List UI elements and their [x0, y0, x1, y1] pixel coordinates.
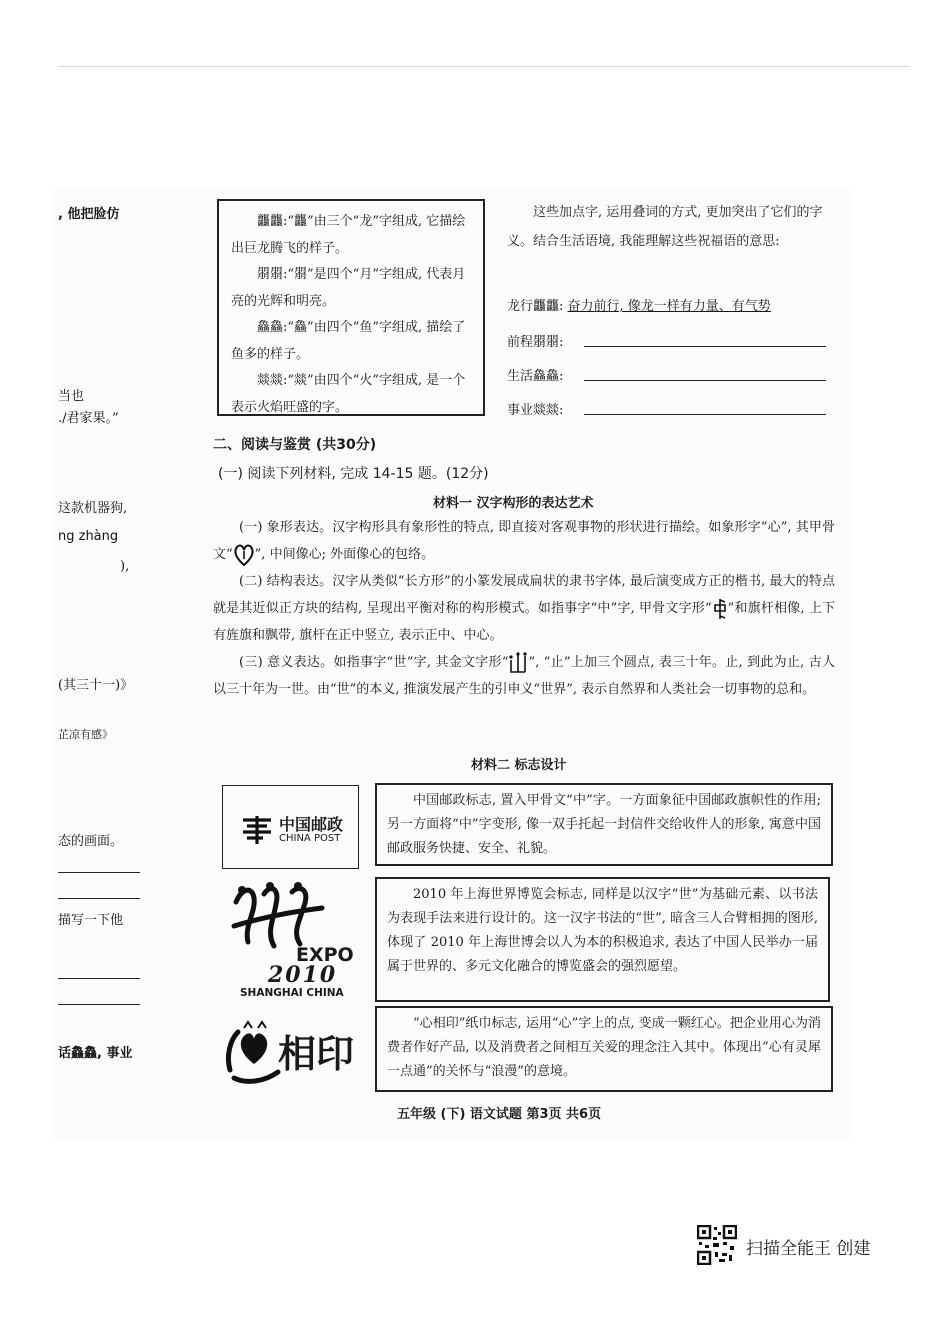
- blessing-row-3: [507, 365, 563, 384]
- left-fragment: (其三十一)》: [58, 678, 134, 693]
- left-fragment: ./君家果。”: [58, 411, 119, 426]
- explanation-yi: 燚燚:“燚”由四个“火”字组成, 是一个表示火焰旺盛的字。: [231, 373, 466, 415]
- blessing-label: 生活鱻鱻:: [507, 369, 564, 384]
- blessing-row-4: [507, 399, 563, 418]
- qr-code-icon: [697, 1225, 737, 1265]
- china-post-logo: [222, 785, 359, 869]
- left-fragment: , 他把脸仿: [58, 207, 120, 222]
- expo-shi-emblem-icon: [230, 882, 326, 952]
- text-span: ”, 中间像心; 外面像心的包络。: [254, 547, 435, 562]
- answer-line: [58, 872, 140, 873]
- explanation-long: 龘龘:“龘”由三个“龙”字组成, 它描绘出巨龙腾飞的样子。: [231, 214, 466, 256]
- question-intro: 这些加点字, 运用叠词的方式, 更加突出了它们的字义。结合生活语境, 我能理解这些祝福语的意思:: [507, 205, 823, 249]
- left-fragment: ),: [120, 559, 130, 574]
- expo-place: SHANGHAI CHINA: [240, 987, 344, 999]
- section-title: 二、阅读与鉴赏 (共30分): [213, 437, 377, 453]
- text-span: ”, “止”上加三个圆点, 表三十年。止, 到此为止, 古人以三十年为一世。由“世”的本义, 推演发展产生的引申义“世界”, 表示自然界和人类社会一切事物的总和。: [213, 655, 835, 697]
- china-post-emblem-icon: [241, 814, 273, 846]
- material1-paragraph-2: [213, 568, 835, 649]
- blessing-label: 龙行龘龘:: [507, 299, 564, 314]
- page-footer: 五年级 (下) 语文试题 第3页 共6页: [397, 1107, 602, 1122]
- blessing-label: 事业燚燚:: [507, 403, 564, 418]
- left-fragment: 当也: [58, 389, 85, 404]
- left-fragment: 芷凉有感》: [58, 728, 113, 741]
- left-fragment: 描写一下他: [58, 913, 124, 928]
- text-span: (二) 结构表达。汉字从类似“长方形”的小篆发展成扁状的隶书字体, 最后演变成方正的楷书, 最大的特点就是其近似正方块的结构, 呈现出平衡对称的构形模式。如指事字“中”字, 甲骨文字形“: [213, 574, 835, 616]
- blessing-answer: 奋力前行, 像龙一样有力量、有气势: [567, 299, 771, 314]
- material1-paragraph-1: [213, 514, 835, 568]
- top-divider: [58, 66, 910, 67]
- text-span: (三) 意义表达。如指事字“世”字, 其金文字形“: [239, 655, 509, 670]
- left-fragment: 态的画面。: [58, 834, 124, 849]
- china-post-description: 中国邮政标志, 置入甲骨文“中”字。一方面象征中国邮政旗帜性的作用; 另一方面将“中”字变形, 像一双手托起一封信件交给收件人的形象, 寓意中国邮政服务快捷、安全、礼貌。: [387, 793, 821, 856]
- blessing-blank[interactable]: [584, 380, 826, 381]
- xinxiangyin-logo: [222, 1014, 372, 1092]
- left-fragment: 这款机器狗,: [58, 501, 128, 516]
- character-explanation-box: [217, 199, 485, 416]
- blessing-label: 前程朤朤:: [507, 335, 564, 350]
- oracle-heart-glyph-icon: [233, 543, 255, 567]
- blessing-question: [507, 198, 837, 256]
- answer-line: [58, 1004, 140, 1005]
- china-post-description-box: [375, 783, 833, 866]
- blessing-blank[interactable]: [584, 346, 826, 347]
- xinxiangyin-description-box: [375, 1006, 833, 1092]
- blessing-row-2: [507, 331, 563, 350]
- text-span: (一) 象形表达。汉字构形具有象形性的特点, 即直接对客观事物的形状进行描绘。如象形字“心”, 其甲骨文“: [213, 520, 835, 562]
- material1-body: [213, 514, 835, 703]
- expo-logo: [226, 880, 366, 1002]
- material2-title: 材料二 标志设计: [471, 758, 567, 773]
- china-post-en: CHINA POST: [279, 833, 341, 844]
- answer-line: [58, 898, 140, 899]
- expo-word: EXPO: [296, 944, 354, 966]
- scanner-watermark: 扫描全能王 创建: [746, 1239, 871, 1259]
- answer-line: [58, 978, 140, 979]
- xinxiangyin-text: 相印: [278, 1032, 355, 1076]
- explanation-xian: 鱻鱻:“鱻”由四个“鱼”字组成, 描绘了鱼多的样子。: [231, 320, 466, 362]
- blessing-blank[interactable]: [584, 414, 826, 415]
- expo-description: 2010 年上海世界博览会标志, 同样是以汉字“世”为基础元素、以书法为表现手法来进行设计的。这一汉字书法的“世”, 暗含三人合臂相拥的图形, 体现了 2010 年上海世博会以人为本的积极追求, 表达了中国人民举办一届属于世界的、多元文化融合的博览盛会的强烈愿望。: [387, 887, 818, 974]
- oracle-zhong-glyph-icon: [712, 598, 728, 620]
- left-fragment: 话鱻鱻, 事业: [58, 1046, 133, 1061]
- left-fragment: ng zhàng: [58, 529, 119, 544]
- text-span: ”和旗杆相像, 上下有旌旗和飘带, 旗杆在正中竖立, 表示正中、中心。: [213, 601, 836, 643]
- red-heart-icon: [224, 1020, 282, 1086]
- material1-paragraph-3: [213, 649, 835, 703]
- expo-year: 2010: [268, 962, 338, 988]
- china-post-cn: 中国邮政: [279, 815, 344, 834]
- subsection-title: (一) 阅读下列材料, 完成 14-15 题。(12分): [218, 466, 489, 482]
- explanation-lang: 朤朤:“朤”是四个“月”字组成, 代表月亮的光辉和明亮。: [231, 267, 466, 309]
- expo-description-box: [375, 877, 830, 1002]
- material1-title: 材料一 汉字构形的表达艺术: [433, 496, 594, 511]
- bronze-shi-glyph-icon: [508, 652, 528, 674]
- blessing-row-1: [507, 295, 771, 314]
- xinxiangyin-description: “心相印”纸巾标志, 运用“心”字上的点, 变成一颗红心。把企业用心为消费者作好产品, 以及消费者之间相互关爱的理念注入其中。体现出“心有灵犀一点通”的关怀与“浪漫”的意境。: [387, 1016, 821, 1079]
